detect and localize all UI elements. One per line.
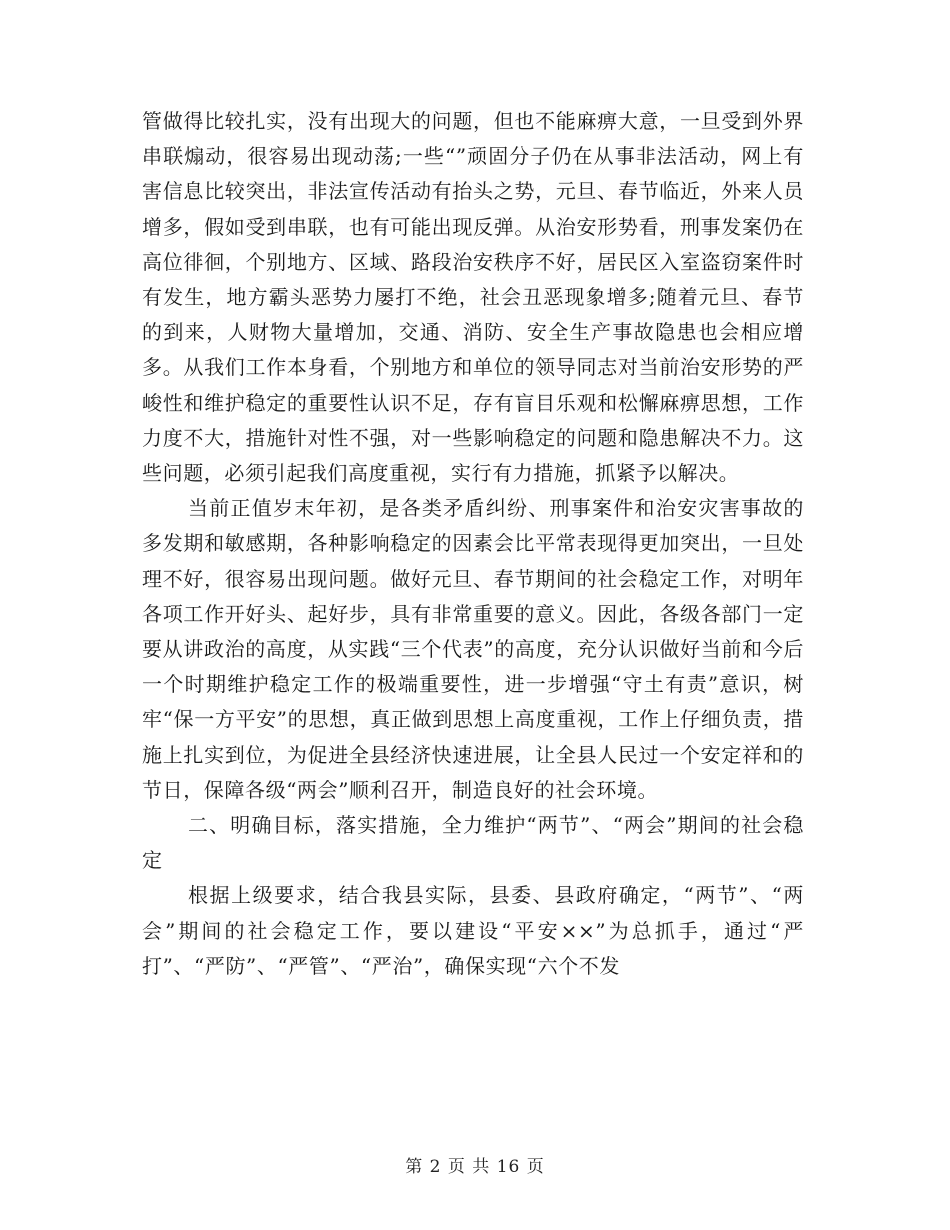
page-number-footer: 第 2 页 共 16 页 (405, 1157, 545, 1177)
paragraph-2: 当前正值岁末年初，是各类矛盾纠纷、刑事案件和治安灾害事故的多发期和敏感期，各种影响稳定的因素会比平常表现得更加突出，一旦处理不好，很容易出现问题。做好元旦、春节期间的社会稳定工作，对明年各项工作开好头、起好步，具有非常重要的意义。因此，各级各部门一定要从讲政治的高度，从实践“三个代表”的高度，充分认识做好当前和今后一个时期维护稳定工作的极端重要性，进一步增强“守土有责”意识，树牢“保一方平安”的思想，真正做到思想上高度重视，工作上仔细负责，措施上扎实到位，为促进全县经济快速进展，让全县人民过一个安定祥和的节日，保障各级“两会”顺利召开，制造良好的社会环境。 (142, 496, 804, 802)
section-heading: 二、明确目标，落实措施，全力维护“两节”、“两会”期间的社会稳定 (142, 813, 804, 873)
paragraph-3: 根据上级要求，结合我县实际，县委、县政府确定，“两节”、“两会”期间的社会稳定工作，要以建设“平安××”为总抓手，通过“严打”、“严防”、“严管”、“严治”，确保实现“六个不发 (142, 883, 804, 978)
document-body (142, 104, 804, 984)
paragraph-1: 管做得比较扎实，没有出现大的问题，但也不能麻痹大意，一旦受到外界串联煽动，很容易出现动荡;一些“”顽固分子仍在从事非法活动，网上有害信息比较突出，非法宣传活动有抬头之势，元旦、春节临近，外来人员增多，假如受到串联，也有可能出现反弹。从治安形势看，刑事发案仍在高位徘徊，个别地方、区域、路段治安秩序不好，居民区入室盗窃案件时有发生，地方霸头恶势力屡打不绝，社会丑恶现象增多;随着元旦、春节的到来，人财物大量增加，交通、消防、安全生产事故隐患也会相应增多。从我们工作本身看，个别地方和单位的领导同志对当前治安形势的严峻性和维护稳定的重要性认识不足，存有盲目乐观和松懈麻痹思想，工作力度不大，措施针对性不强，对一些影响稳定的问题和隐患解决不力。这些问题，必须引起我们高度重视，实行有力措施，抓紧予以解决。 (142, 109, 804, 486)
